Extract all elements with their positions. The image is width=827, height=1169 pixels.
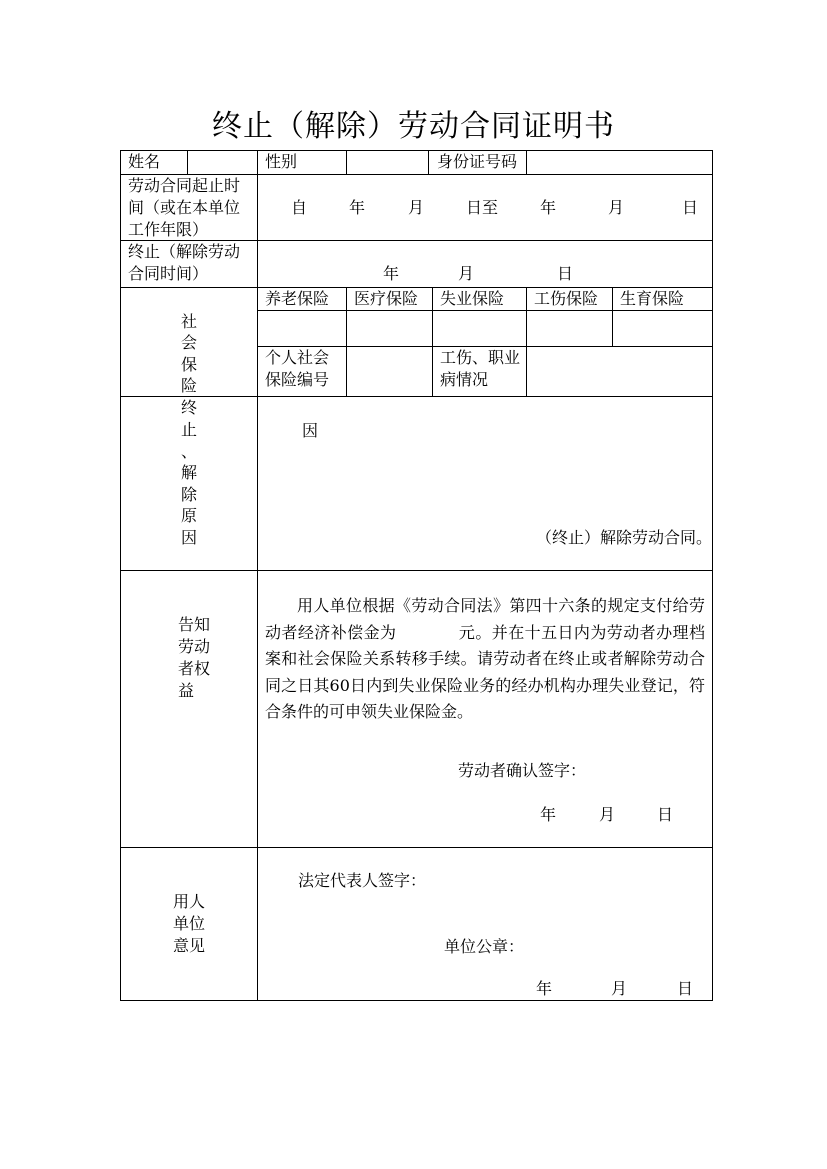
personal-insurance-no-label-line1: 个人社会 — [265, 348, 330, 367]
employer-label-line2: 单位 — [173, 914, 206, 933]
reason-label-char: 终 — [180, 398, 197, 417]
injury-disease-label-line1: 工伤、职业 — [440, 348, 521, 367]
maternity-insurance-header: 生育保险 — [620, 289, 685, 308]
termination-day: 日 — [557, 264, 574, 283]
injury-disease-label-line2: 病情况 — [440, 370, 489, 389]
page-title: 终止（解除）劳动合同证明书 — [212, 109, 615, 144]
table-border-left — [120, 150, 121, 1001]
rights-paragraph-part1: 用人单位根据《劳动合同法》第四十六条的规定支付给劳动者经济补偿金为 — [265, 596, 705, 642]
medical-insurance-header: 医疗保险 — [354, 289, 419, 308]
termination-time-label-line1: 终止（解除劳动 — [128, 242, 241, 261]
termination-year: 年 — [383, 264, 400, 283]
table-divider — [187, 150, 188, 174]
injury-insurance-header: 工伤保险 — [534, 289, 599, 308]
name-label: 姓名 — [128, 152, 161, 171]
table-divider — [428, 150, 429, 174]
contract-month1: 月 — [408, 198, 425, 217]
worker-sign-label: 劳动者确认签字： — [458, 761, 587, 780]
contract-period-label-line2: 间（或在本单位 — [128, 198, 241, 217]
employer-sign-month: 月 — [611, 979, 628, 998]
contract-month2: 月 — [608, 198, 625, 217]
table-divider — [346, 287, 347, 397]
legal-rep-sign-label: 法定代表人签字： — [298, 871, 427, 890]
employer-sign-day: 日 — [677, 979, 694, 998]
contract-year2: 年 — [540, 198, 557, 217]
social-insurance-label-char: 保 — [180, 355, 197, 374]
social-insurance-label-char: 险 — [180, 376, 197, 395]
pension-insurance-header: 养老保险 — [265, 289, 330, 308]
table-divider — [120, 570, 713, 571]
table-divider — [257, 150, 258, 1001]
worker-sign-year: 年 — [540, 805, 557, 824]
gender-label: 性别 — [265, 152, 298, 171]
employer-sign-year: 年 — [536, 979, 553, 998]
personal-insurance-no-label-line2: 保险编号 — [265, 370, 330, 389]
table-divider — [346, 150, 347, 174]
rights-paragraph-part2: 元。并在十五日内为劳动者办理档案和社会保险关系转移手续。请劳动者在终止或者解除劳动合同之日其60日内到失业保险业务的经办机构办理失业登记，符合条件的可申领失业保险金。 — [265, 622, 705, 721]
table-divider — [120, 847, 713, 848]
reason-label-char: 止 — [180, 420, 197, 439]
reason-label-char: 除 — [180, 485, 197, 504]
employer-label-line1: 用人 — [173, 892, 206, 911]
table-divider — [526, 287, 527, 397]
rights-label-line4: 益 — [178, 681, 195, 700]
contract-period-label-line3: 工作年限） — [128, 220, 209, 239]
table-border-right — [712, 150, 713, 1001]
reason-label-char: 因 — [180, 528, 197, 547]
contract-day-to: 日至 — [466, 198, 499, 217]
contract-from: 自 — [291, 198, 308, 217]
rights-label-line3: 者权 — [178, 659, 211, 678]
table-divider — [432, 287, 433, 397]
reason-closing: （终止）解除劳动合同。 — [536, 528, 713, 547]
termination-month: 月 — [458, 264, 475, 283]
table-divider — [120, 396, 713, 397]
contract-year1: 年 — [349, 198, 366, 217]
reason-label-char: 、 — [180, 442, 197, 461]
worker-sign-month: 月 — [599, 805, 616, 824]
id-number-label: 身份证号码 — [437, 152, 518, 171]
table-divider — [612, 287, 613, 347]
rights-label-line1: 告知 — [178, 615, 211, 634]
reason-label-char: 原 — [180, 506, 197, 525]
contract-day2: 日 — [682, 198, 699, 217]
reason-label-char: 解 — [180, 463, 197, 482]
rights-paragraph — [265, 593, 705, 726]
table-divider — [526, 150, 527, 174]
termination-time-label-line2: 合同时间） — [128, 264, 209, 283]
reason-because: 因 — [302, 421, 319, 440]
company-seal-label: 单位公章： — [444, 937, 525, 956]
table-divider — [257, 310, 713, 311]
social-insurance-label-char: 会 — [180, 333, 197, 352]
rights-label-line2: 劳动 — [178, 637, 211, 656]
social-insurance-label-char: 社 — [180, 312, 197, 331]
contract-period-label-line1: 劳动合同起止时 — [128, 176, 241, 195]
employer-label-line3: 意见 — [173, 936, 206, 955]
table-border-top — [120, 150, 713, 151]
unemployment-insurance-header: 失业保险 — [440, 289, 505, 308]
worker-sign-day: 日 — [657, 805, 674, 824]
table-border-bottom — [120, 1000, 713, 1001]
